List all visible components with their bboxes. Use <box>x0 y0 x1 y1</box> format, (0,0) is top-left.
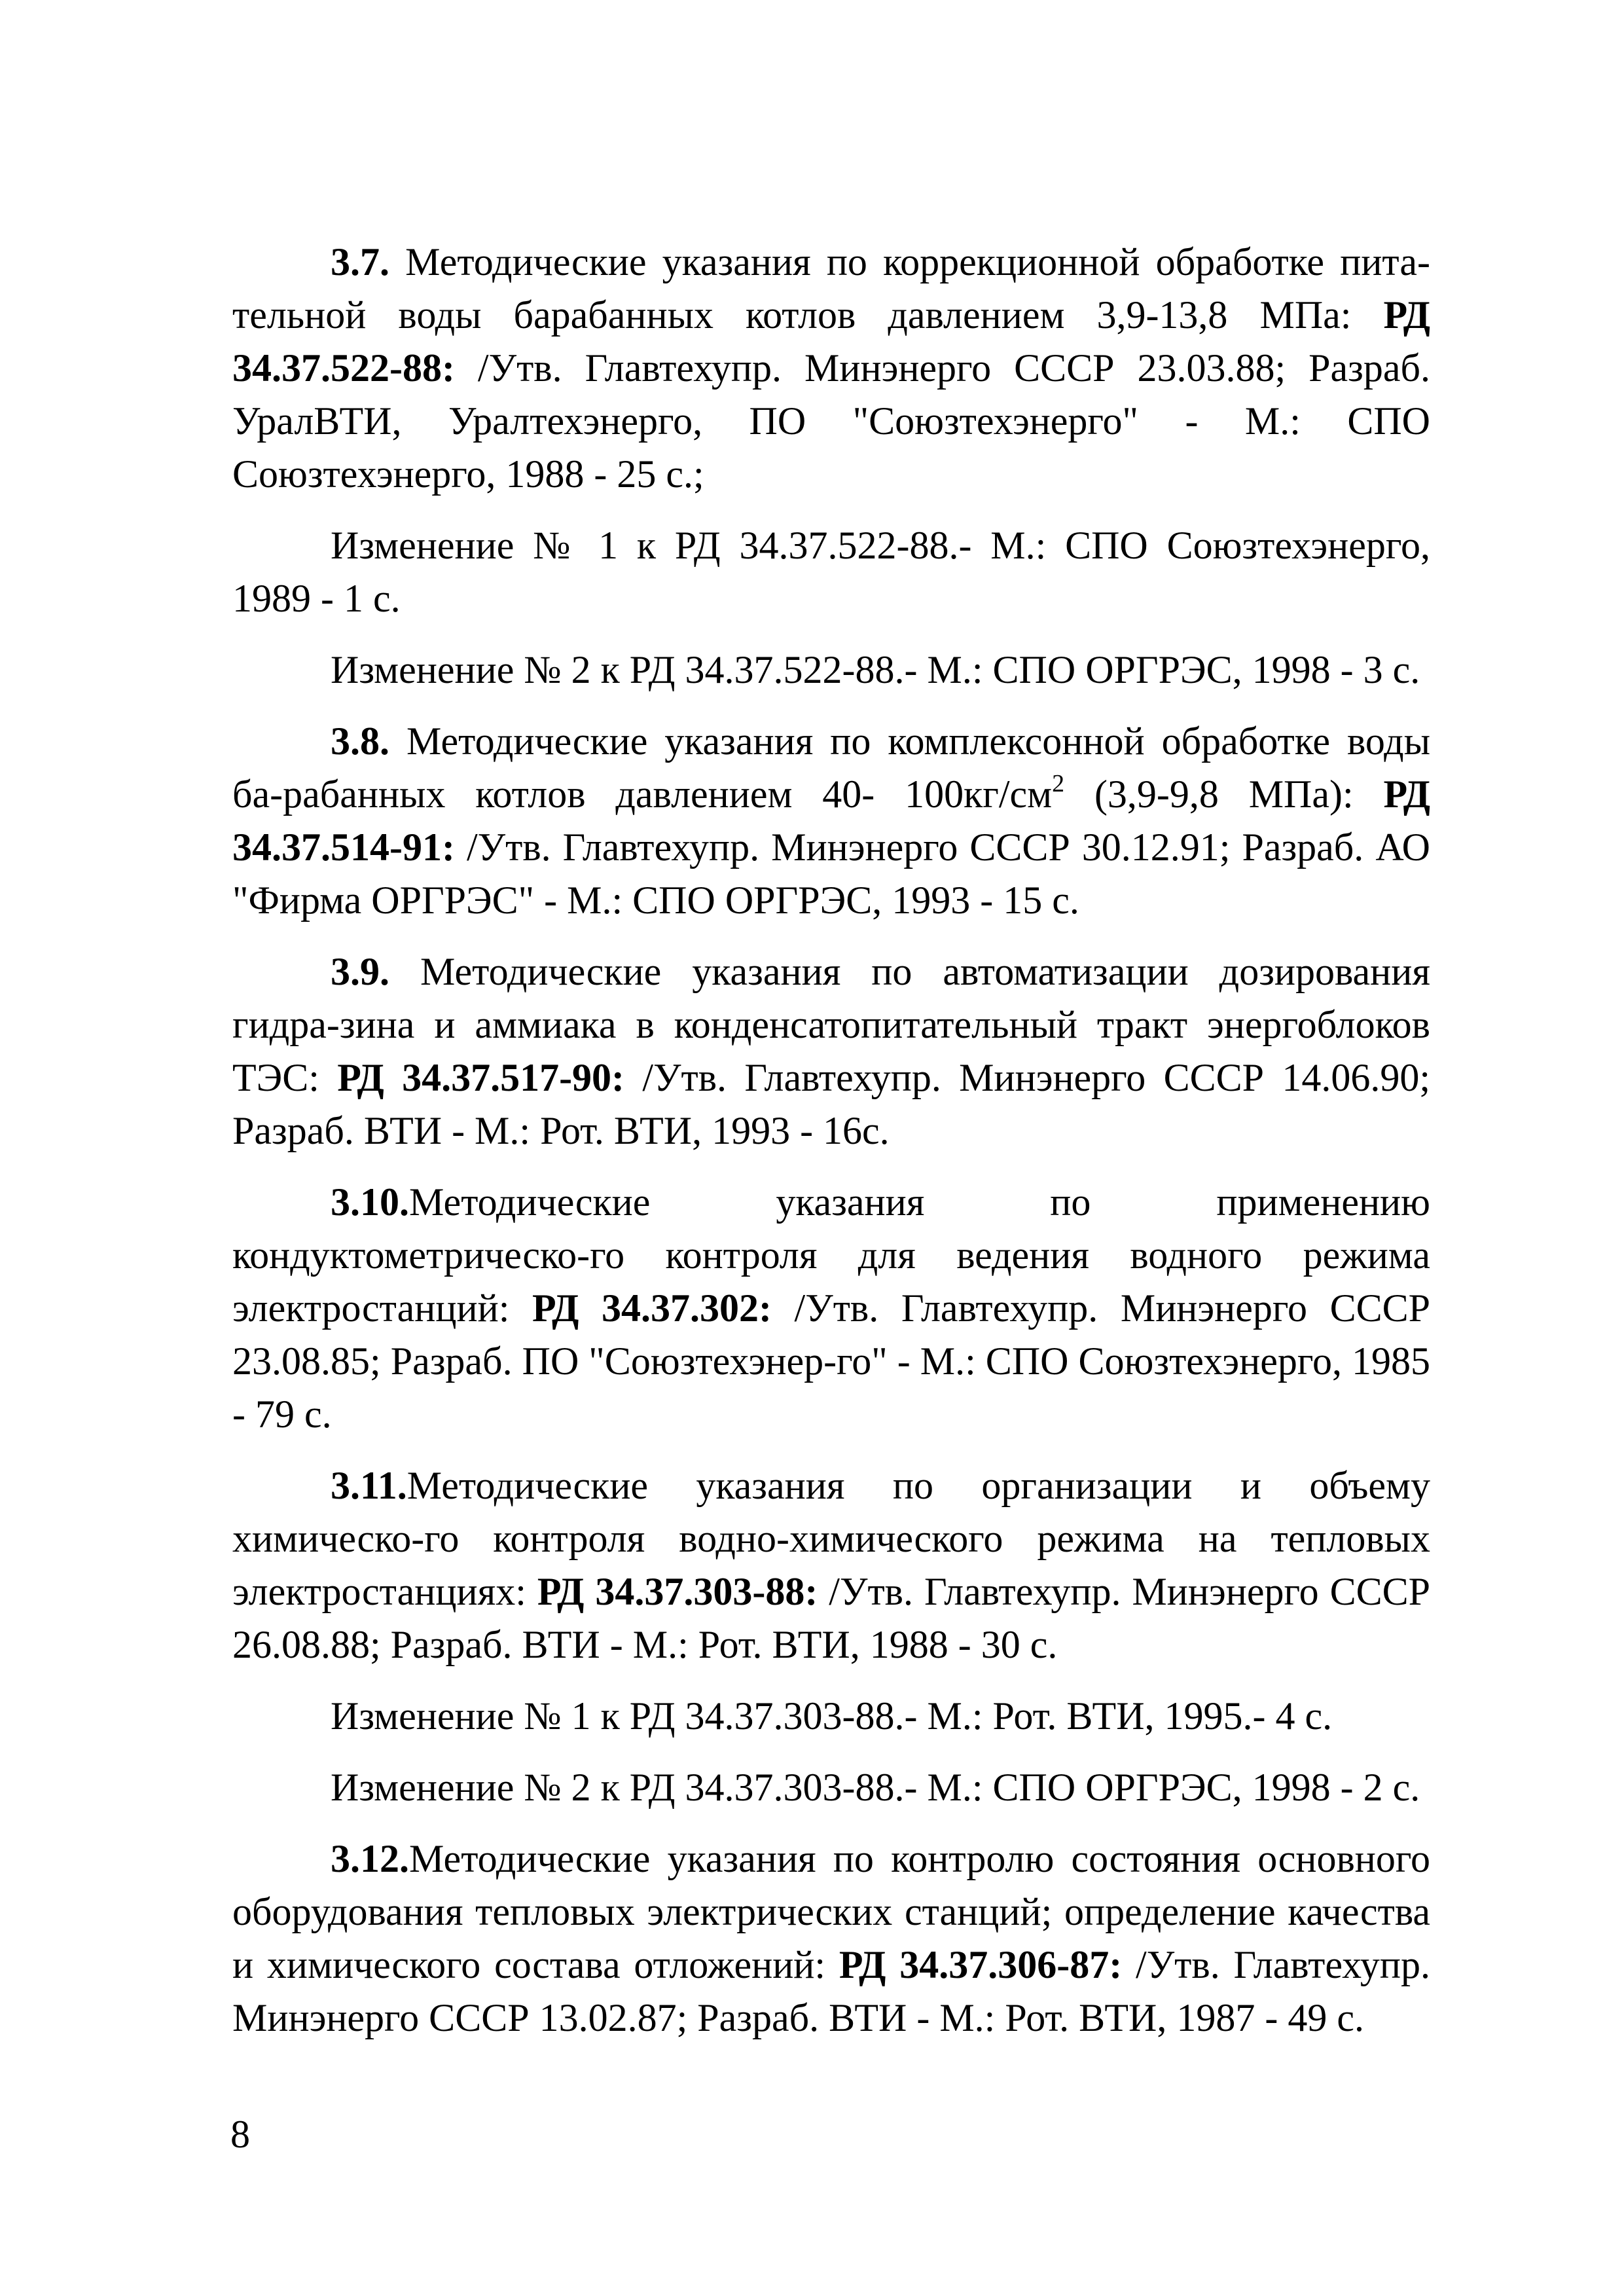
entry-change: Изменение № 1 к РД 34.37.522-88.- М.: СПО Союзтехэнерго, 1989 - 1 с. <box>232 524 1430 620</box>
entry-3-11 <box>232 1459 1430 1671</box>
entry-code: РД 34.37.302: <box>532 1286 772 1330</box>
entry-code: РД 34.37.303-88: <box>537 1570 818 1613</box>
entry-details: /Утв. Главтехупр. Минэнерго СССР 30.12.91; Разраб. АО "Фирма ОРГРЭС" - М.: СПО ОРГРЭС, 1993 - 15 с. <box>232 826 1430 922</box>
entry-title: Методические указания по автоматизации дозирования гидра-зина и аммиака в конденсатопитательный тракт энергоблоков ТЭС: <box>232 950 1430 1099</box>
entry-change: Изменение № 2 к РД 34.37.303-88.- М.: СПО ОРГРЭС, 1998 - 2 с. <box>331 1766 1420 1809</box>
entry-number: 3.10. <box>331 1180 409 1224</box>
entry-code: РД 34.37.306-87: <box>839 1943 1123 1986</box>
superscript: 2 <box>1052 770 1065 797</box>
entry-change: Изменение № 1 к РД 34.37.303-88.- М.: Рот. ВТИ, 1995.- 4 с. <box>331 1694 1333 1738</box>
entry-3-8 <box>232 715 1430 927</box>
entry-number: 3.12. <box>331 1837 409 1880</box>
entry-change: Изменение № 2 к РД 34.37.522-88.- М.: СПО ОРГРЭС, 1998 - 3 с. <box>331 648 1420 691</box>
entry-3-7 <box>232 236 1430 501</box>
entry-code: РД 34.37.514-91: <box>232 773 1430 869</box>
entry-3-9 <box>232 945 1430 1157</box>
page-number: 8 <box>230 2113 250 2156</box>
entry-number: 3.8. <box>331 720 389 763</box>
entry-3-10 <box>232 1176 1430 1441</box>
entry-details: /Утв. Главтехупр. Минэнерго СССР 14.06.90; Разраб. ВТИ - М.: Рот. ВТИ, 1993 - 16с. <box>232 1056 1430 1152</box>
entry-title: Методические указания по комплексонной обработке воды ба-рабанных котлов давлением 40- 100кг/см <box>232 720 1430 816</box>
entry-3-12 <box>232 1832 1430 2045</box>
entry-code: РД 34.37.522-88: <box>232 293 1430 390</box>
entry-title: Методические указания по контролю состояния основного оборудования тепловых электрических станций; определение качества и химического состава отложений: <box>232 1837 1430 1986</box>
entry-title: Методические указания по применению кондуктометрическо-го контроля для ведения водного режима электростанций: <box>232 1180 1430 1330</box>
entry-title: Методические указания по организации и объему химическо-го контроля водно-химического режима на тепловых электростанциях: <box>232 1464 1430 1613</box>
entry-number: 3.7. <box>331 240 389 283</box>
entry-title: Методические указания по коррекционной обработке пита-тельной воды барабанных котлов давлением 3,9-13,8 МПа: <box>232 240 1430 337</box>
entry-details: /Утв. Главтехупр. Минэнерго СССР 13.02.87; Разраб. ВТИ - М.: Рот. ВТИ, 1987 - 49 с. <box>232 1943 1431 2039</box>
document-body <box>232 236 1430 2063</box>
entry-details: /Утв. Главтехупр. Минэнерго СССР 23.08.85; Разраб. ПО "Союзтехэнер-го" - М.: СПО Союзтехэнерго, 1985 - 79 с. <box>232 1286 1431 1436</box>
entry-code: РД 34.37.517-90: <box>337 1056 625 1099</box>
entry-details: /Утв. Главтехупр. Минэнерго СССР 26.08.88; Разраб. ВТИ - М.: Рот. ВТИ, 1988 - 30 с. <box>232 1570 1431 1666</box>
entry-number: 3.9. <box>331 950 389 993</box>
entry-title-cont: (3,9-9,8 МПа): <box>1064 773 1384 816</box>
entry-details: /Утв. Главтехупр. Минэнерго СССР 23.03.88; Разраб. УралВТИ, Уралтехэнерго, ПО "Союзтехэнерго" - М.: СПО Союзтехэнерго, 1988 - 25 с.; <box>232 346 1430 496</box>
entry-number: 3.11. <box>331 1464 407 1507</box>
